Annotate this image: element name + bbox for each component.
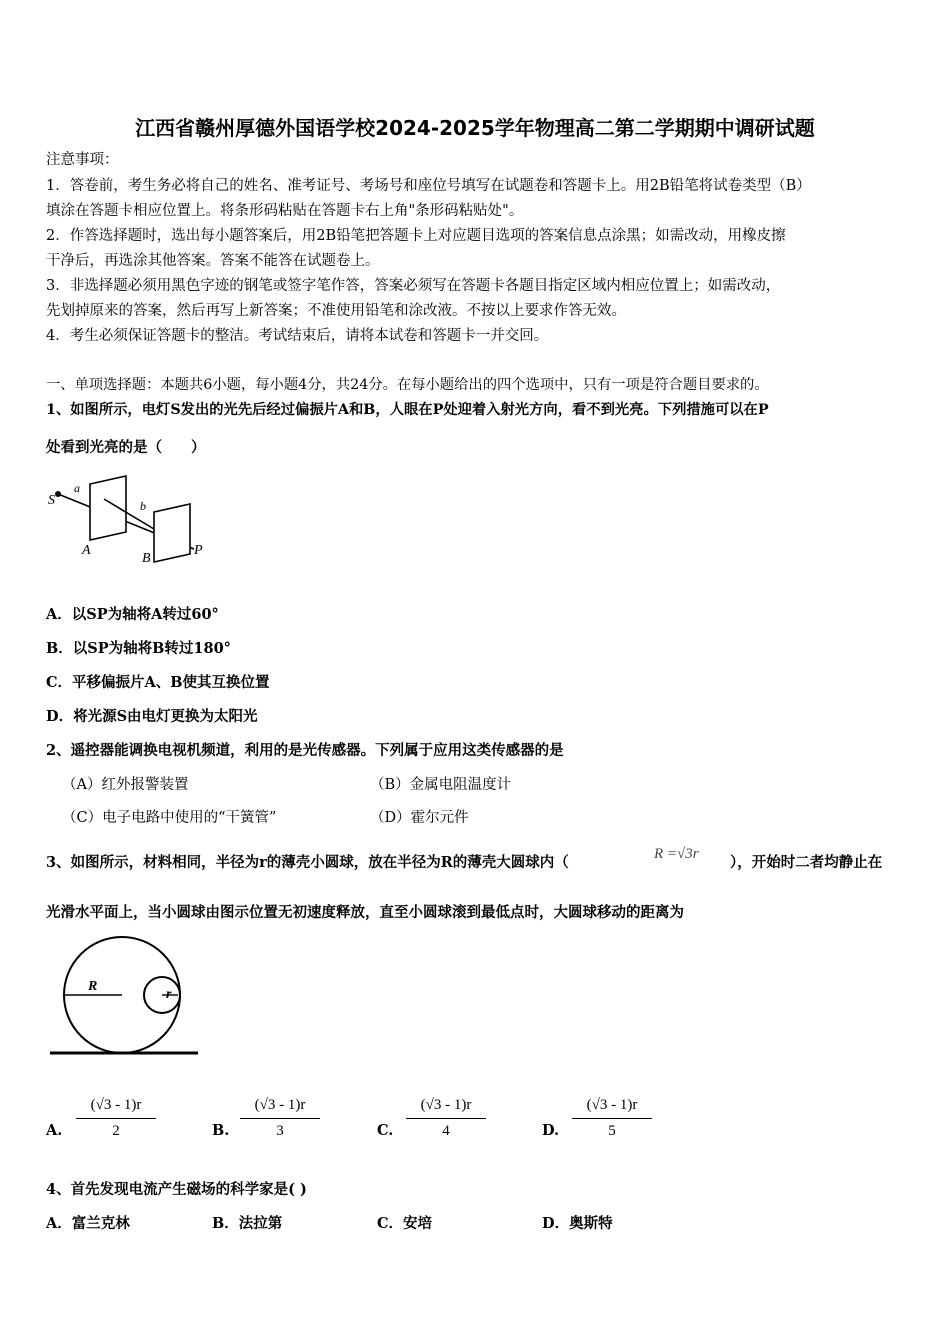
q1-option-b[interactable]: B．以SP为轴将B转过180° (46, 640, 231, 657)
q3-option-c-fraction[interactable] (406, 1097, 486, 1140)
label-s: S (48, 493, 55, 508)
polarizer-figure (44, 474, 214, 570)
q3-stem-line2: 光滑水平面上，当小圆球由图示位置无初速度释放，直至小圆球滚到最低点时，大圆球移动的距离为 (46, 904, 684, 921)
page-title: 江西省赣州厚德外国语学校2024-2025学年物理高二第二学期期中调研试题 (135, 116, 815, 140)
q3-option-a-fraction[interactable] (76, 1097, 156, 1140)
section-heading: 一、单项选择题：本题共6小题，每小题4分，共24分。在每小题给出的四个选项中，只有一项是符合题目要求的。 (46, 377, 769, 393)
q3-option-a-letter[interactable]: A. (46, 1122, 63, 1139)
polarizer-b (154, 504, 190, 562)
notice-line: 1．答卷前，考生务必将自己的姓名、准考证号、考场号和座位号填写在试题卷和答题卡上。用2B铅笔将试卷类型（B） (46, 178, 811, 194)
q4-option-a[interactable]: A．富兰克林 (46, 1215, 130, 1232)
q3-option-b-fraction[interactable] (240, 1097, 320, 1140)
q2-stem: 2、遥控器能调换电视机频道，利用的是光传感器。下列属于应用这类传感器的是 (46, 742, 564, 759)
q2-option-a[interactable]: （A）红外报警装置 (62, 777, 189, 793)
q1-option-d[interactable]: D．将光源S由电灯更换为太阳光 (46, 708, 258, 725)
q1-option-c[interactable]: C．平移偏振片A、B使其互换位置 (46, 674, 270, 691)
label-a: a (74, 481, 80, 495)
q1-stem-line2: 处看到光亮的是（ ） (46, 439, 206, 456)
fraction-denominator: 5 (608, 1123, 616, 1139)
q3-option-d-fraction[interactable] (572, 1097, 652, 1140)
notice-heading: 注意事项： (46, 152, 119, 168)
lamp-dot (56, 492, 60, 496)
q3-option-c-letter[interactable]: C. (377, 1122, 394, 1139)
q3-option-d-letter[interactable]: D. (542, 1122, 560, 1139)
label-p: P (194, 543, 203, 558)
label-r-big: R (88, 979, 98, 994)
notice-line: 干净后，再选涂其他答案。答案不能答在试题卷上。 (46, 253, 380, 269)
q1-stem-line1: 1、如图所示，电灯S发出的光先后经过偏振片A和B，人眼在P处迎着入射光方向，看不到光亮。下列措施可以在P (46, 402, 769, 418)
fraction-numerator: (√3 - 1)r (572, 1097, 652, 1119)
q2-option-b[interactable]: （B）金属电阻温度计 (370, 777, 512, 793)
label-pol-b: B (142, 551, 151, 566)
q3-option-b-letter[interactable]: B. (212, 1122, 230, 1139)
q2-option-d[interactable]: （D）霍尔元件 (370, 810, 469, 826)
label-pol-a: A (82, 543, 91, 558)
q4-option-d[interactable]: D．奥斯特 (542, 1215, 613, 1232)
label-r-small: r (166, 987, 172, 1002)
q4-option-b[interactable]: B．法拉第 (212, 1215, 283, 1232)
fraction-numerator: (√3 - 1)r (406, 1097, 486, 1119)
fraction-denominator: 4 (442, 1123, 450, 1139)
notice-line: 2．作答选择题时，选出每小题答案后，用2B铅笔把答题卡上对应题目选项的答案信息点涂黑；如需改动，用橡皮擦 (46, 228, 786, 244)
polarizer-a (90, 476, 126, 540)
fraction-denominator: 3 (276, 1123, 284, 1139)
fraction-numerator: (√3 - 1)r (240, 1097, 320, 1119)
q4-option-c[interactable]: C．安培 (377, 1215, 433, 1232)
q3-stem-line1a: 3、如图所示，材料相同，半径为r的薄壳小圆球，放在半径为R的薄壳大圆球内（ (46, 854, 569, 871)
q3-condition: R =√3r (654, 846, 699, 862)
label-b: b (140, 499, 146, 513)
fraction-numerator: (√3 - 1)r (76, 1097, 156, 1119)
fraction-denominator: 2 (112, 1123, 120, 1139)
spheres-figure (46, 932, 204, 1060)
q1-option-a[interactable]: A．以SP为轴将A转过60° (46, 606, 219, 623)
notice-line: 填涂在答题卡相应位置上。将条形码粘贴在答题卡右上角"条形码粘贴处"。 (46, 203, 524, 219)
q4-stem: 4、首先发现电流产生磁场的科学家是( ) (46, 1181, 307, 1198)
notice-line: 先划掉原来的答案，然后再写上新答案；不准使用铅笔和涂改液。不按以上要求作答无效。 (46, 303, 626, 319)
notice-line: 3．非选择题必须用黑色字迹的钢笔或签字笔作答，答案必须写在答题卡各题目指定区域内相应位置上；如需改动， (46, 278, 781, 294)
notice-line: 4．考生必须保证答题卡的整洁。考试结束后，请将本试卷和答题卡一并交回。 (46, 328, 549, 344)
q3-stem-line1b: ），开始时二者均静止在 (730, 854, 883, 871)
q2-option-c[interactable]: （C）电子电路中使用的“干簧管” (62, 810, 277, 826)
